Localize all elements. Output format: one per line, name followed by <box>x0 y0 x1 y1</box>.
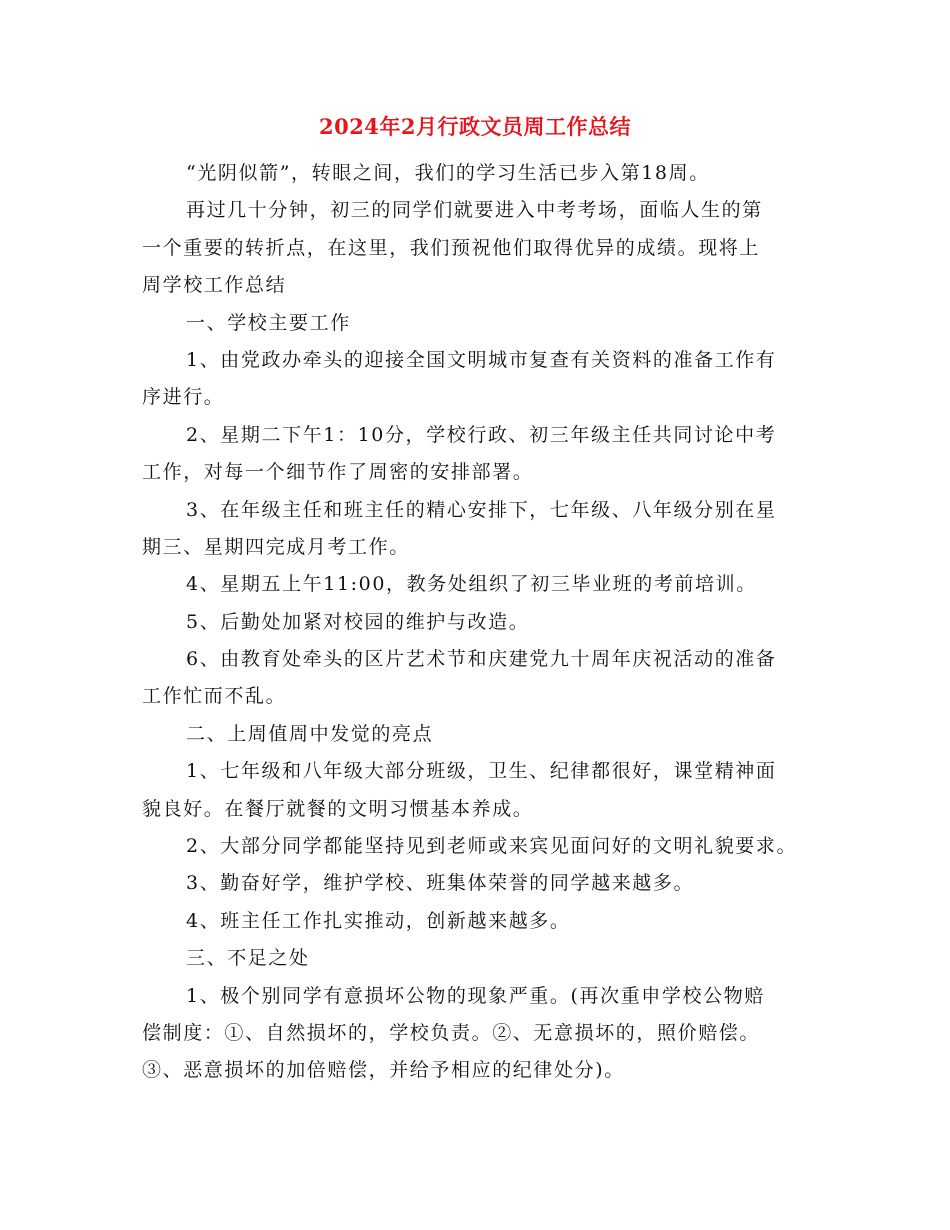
body-line: 周学校工作总结 <box>142 274 287 297</box>
body-line: 1、极个别同学有意损坏公物的现象严重。(再次重申学校公物赔 <box>186 984 765 1007</box>
body-line: “光阴似箭”，转眼之间，我们的学习生活已步入第18周。 <box>186 162 710 184</box>
body-line: ③、恶意损坏的加倍赔偿，并给予相应的纪律处分)。 <box>142 1059 625 1082</box>
body-line: 一、学校主要工作 <box>186 311 351 334</box>
body-line: 4、星期五上午11:00，教务处组织了初三毕业班的考前培训。 <box>186 573 757 596</box>
body-line: 6、由教育处牵头的区片艺术节和庆建党九十周年庆祝活动的准备 <box>186 648 777 671</box>
body-line: 4、班主任工作扎实推动，创新越来越多。 <box>186 909 571 932</box>
body-line: 三、不足之处 <box>186 947 310 970</box>
body-line: 再过几十分钟，初三的同学们就要进入中考考场，面临人生的第 <box>186 199 763 222</box>
body-line: 工作，对每一个细节作了周密的安排部署。 <box>142 461 534 484</box>
body-line: 序进行。 <box>142 386 225 409</box>
body-line: 3、在年级主任和班主任的精心安排下，七年级、八年级分别在星 <box>186 498 777 521</box>
body-line: 期三、星期四完成月考工作。 <box>142 535 410 558</box>
body-line: 2、星期二下午1：10分，学校行政、初三年级主任共同讨论中考 <box>186 423 777 446</box>
document-title: 2024年2月行政文员周工作总结 <box>318 114 632 139</box>
body-line: 1、七年级和八年级大部分班级，卫生、纪律都很好，课堂精神面 <box>186 760 777 783</box>
body-line: 5、后勤处加紧对校园的维护与改造。 <box>186 610 530 633</box>
body-line: 工作忙而不乱。 <box>142 685 287 708</box>
body-line: 2、大部分同学都能坚持见到老师或来宾见面问好的文明礼貌要求。 <box>186 835 798 858</box>
body-line: 1、由党政办牵头的迎接全国文明城市复查有关资料的准备工作有 <box>186 348 777 371</box>
body-line: 偿制度：①、自然损坏的，学校负责。②、无意损坏的，照价赔偿。 <box>142 1021 761 1044</box>
body-line: 二、上周值周中发觉的亮点 <box>186 722 434 745</box>
body-line: 貌良好。在餐厅就餐的文明习惯基本养成。 <box>142 797 534 820</box>
document-body <box>142 155 822 1090</box>
body-line: 一个重要的转折点，在这里，我们预祝他们取得优异的成绩。现将上 <box>142 236 761 259</box>
body-line: 3、勤奋好学，维护学校、班集体荣誉的同学越来越多。 <box>186 872 695 895</box>
